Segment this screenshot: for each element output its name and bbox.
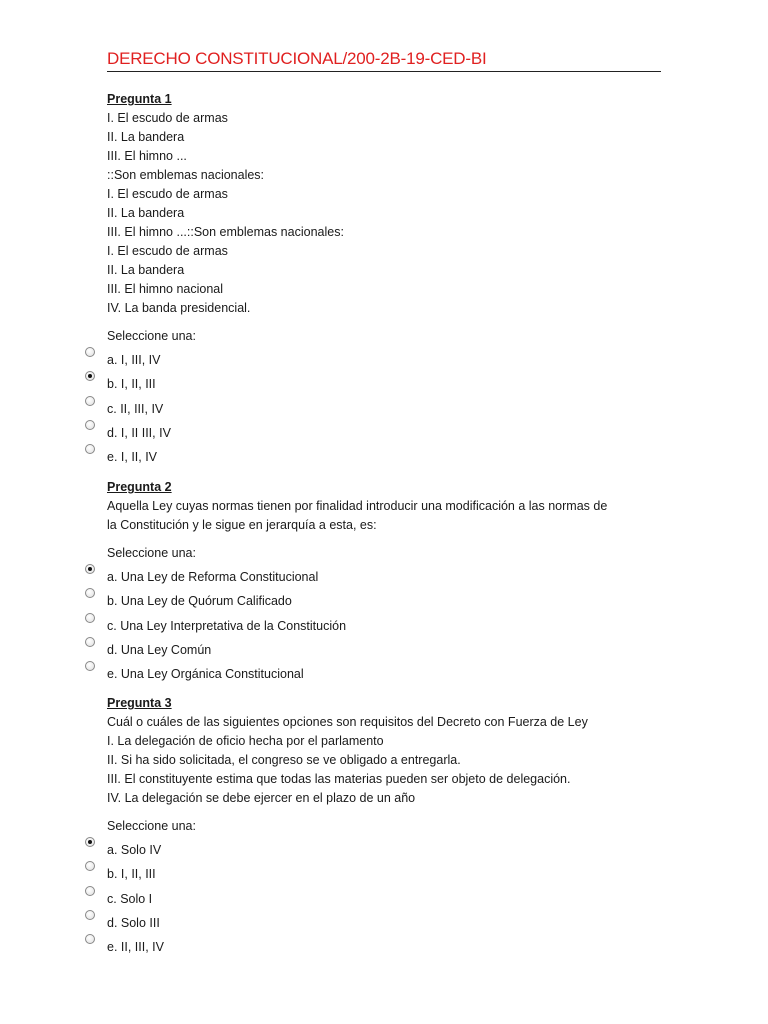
answer-option-label: a. Solo IV bbox=[107, 843, 162, 857]
question-text-line: III. El constituyente estima que todas las materias pueden ser objeto de delegación. bbox=[107, 772, 571, 786]
radio-button-icon[interactable] bbox=[85, 347, 95, 357]
select-one-label: Seleccione una: bbox=[107, 329, 196, 343]
select-one-label: Seleccione una: bbox=[107, 546, 196, 560]
question-text-line: III. El himno ... bbox=[107, 149, 187, 163]
radio-button-icon[interactable] bbox=[85, 396, 95, 406]
question-text-line: Cuál o cuáles de las siguientes opciones son requisitos del Decreto con Fuerza de Ley bbox=[107, 715, 588, 729]
radio-button-icon[interactable] bbox=[85, 613, 95, 623]
answer-option-label: e. I, II, IV bbox=[107, 450, 158, 465]
answer-option-a[interactable] bbox=[107, 841, 667, 865]
radio-button-icon[interactable] bbox=[85, 861, 95, 871]
question-text-line: Aquella Ley cuyas normas tienen por finalidad introducir una modificación a las normas de bbox=[107, 499, 608, 513]
answer-option-d[interactable] bbox=[107, 641, 667, 665]
answer-option-a[interactable] bbox=[107, 568, 667, 592]
radio-button-icon[interactable] bbox=[85, 934, 95, 944]
question-text-line: la Constitución y le sigue en jerarquía a esta, es: bbox=[107, 518, 377, 532]
radio-button-icon[interactable] bbox=[85, 910, 95, 920]
select-one-label: Seleccione una: bbox=[107, 819, 196, 833]
answer-option-e[interactable] bbox=[107, 938, 667, 962]
question-text-line: IV. La banda presidencial. bbox=[107, 301, 251, 315]
answer-option-label: a. Una Ley de Reforma Constitucional bbox=[107, 570, 319, 584]
answer-options bbox=[107, 841, 667, 962]
answer-option-label: a. I, III, IV bbox=[107, 353, 161, 367]
answer-option-c[interactable] bbox=[107, 890, 667, 914]
page-title: DERECHO CONSTITUCIONAL/200-2B-19-CED-BI bbox=[107, 49, 487, 68]
answer-option-d[interactable] bbox=[107, 424, 667, 448]
question-heading: Pregunta 1 bbox=[107, 92, 172, 106]
radio-button-icon[interactable] bbox=[85, 564, 95, 574]
answer-option-label: c. Solo I bbox=[107, 891, 153, 906]
answer-option-label: b. Una Ley de Quórum Calificado bbox=[107, 594, 292, 609]
question-3 bbox=[107, 694, 667, 962]
question-2 bbox=[107, 478, 667, 689]
answer-option-label: b. I, II, III bbox=[107, 867, 156, 882]
question-text-line: II. Si ha sido solicitada, el congreso se ve obligado a entregarla. bbox=[107, 753, 461, 767]
answer-option-d[interactable] bbox=[107, 914, 667, 938]
radio-button-icon[interactable] bbox=[85, 420, 95, 430]
answer-option-label: d. I, II III, IV bbox=[107, 425, 171, 440]
answer-options bbox=[107, 351, 667, 472]
radio-button-icon[interactable] bbox=[85, 444, 95, 454]
radio-button-icon[interactable] bbox=[85, 886, 95, 896]
radio-button-icon[interactable] bbox=[85, 588, 95, 598]
question-text-line: III. El himno ...::Son emblemas nacionales: bbox=[107, 225, 344, 239]
question-text-line: I. La delegación de oficio hecha por el parlamento bbox=[107, 734, 384, 748]
answer-option-e[interactable] bbox=[107, 665, 667, 689]
radio-button-icon[interactable] bbox=[85, 661, 95, 671]
question-text-line: I. El escudo de armas bbox=[107, 244, 228, 258]
answer-option-b[interactable] bbox=[107, 375, 667, 399]
answer-option-c[interactable] bbox=[107, 617, 667, 641]
page-header bbox=[107, 49, 661, 72]
question-heading: Pregunta 3 bbox=[107, 696, 172, 710]
answer-option-b[interactable] bbox=[107, 592, 667, 616]
question-text-line: I. El escudo de armas bbox=[107, 187, 228, 201]
answer-option-label: c. Una Ley Interpretativa de la Constitución bbox=[107, 618, 347, 633]
question-text-line: II. La bandera bbox=[107, 206, 185, 220]
question-text-line: I. El escudo de armas bbox=[107, 111, 228, 125]
question-1 bbox=[107, 90, 667, 472]
question-text-line: II. La bandera bbox=[107, 263, 185, 277]
answer-option-label: e. Una Ley Orgánica Constitucional bbox=[107, 667, 304, 682]
answer-options bbox=[107, 568, 667, 689]
radio-button-icon[interactable] bbox=[85, 637, 95, 647]
answer-option-label: b. I, II, III bbox=[107, 377, 156, 392]
answer-option-e[interactable] bbox=[107, 448, 667, 472]
question-text-line: IV. La delegación se debe ejercer en el plazo de un año bbox=[107, 791, 416, 805]
answer-option-a[interactable] bbox=[107, 351, 667, 375]
answer-option-label: e. II, III, IV bbox=[107, 940, 164, 955]
question-text-line: III. El himno nacional bbox=[107, 282, 224, 296]
answer-option-c[interactable] bbox=[107, 400, 667, 424]
answer-option-label: d. Una Ley Común bbox=[107, 642, 212, 657]
answer-option-label: c. II, III, IV bbox=[107, 401, 164, 416]
radio-button-icon[interactable] bbox=[85, 837, 95, 847]
answer-option-label: d. Solo III bbox=[107, 915, 160, 930]
question-text-line: II. La bandera bbox=[107, 130, 185, 144]
question-heading: Pregunta 2 bbox=[107, 480, 172, 494]
question-text-line: ::Son emblemas nacionales: bbox=[107, 168, 265, 182]
radio-button-icon[interactable] bbox=[85, 371, 95, 381]
answer-option-b[interactable] bbox=[107, 865, 667, 889]
